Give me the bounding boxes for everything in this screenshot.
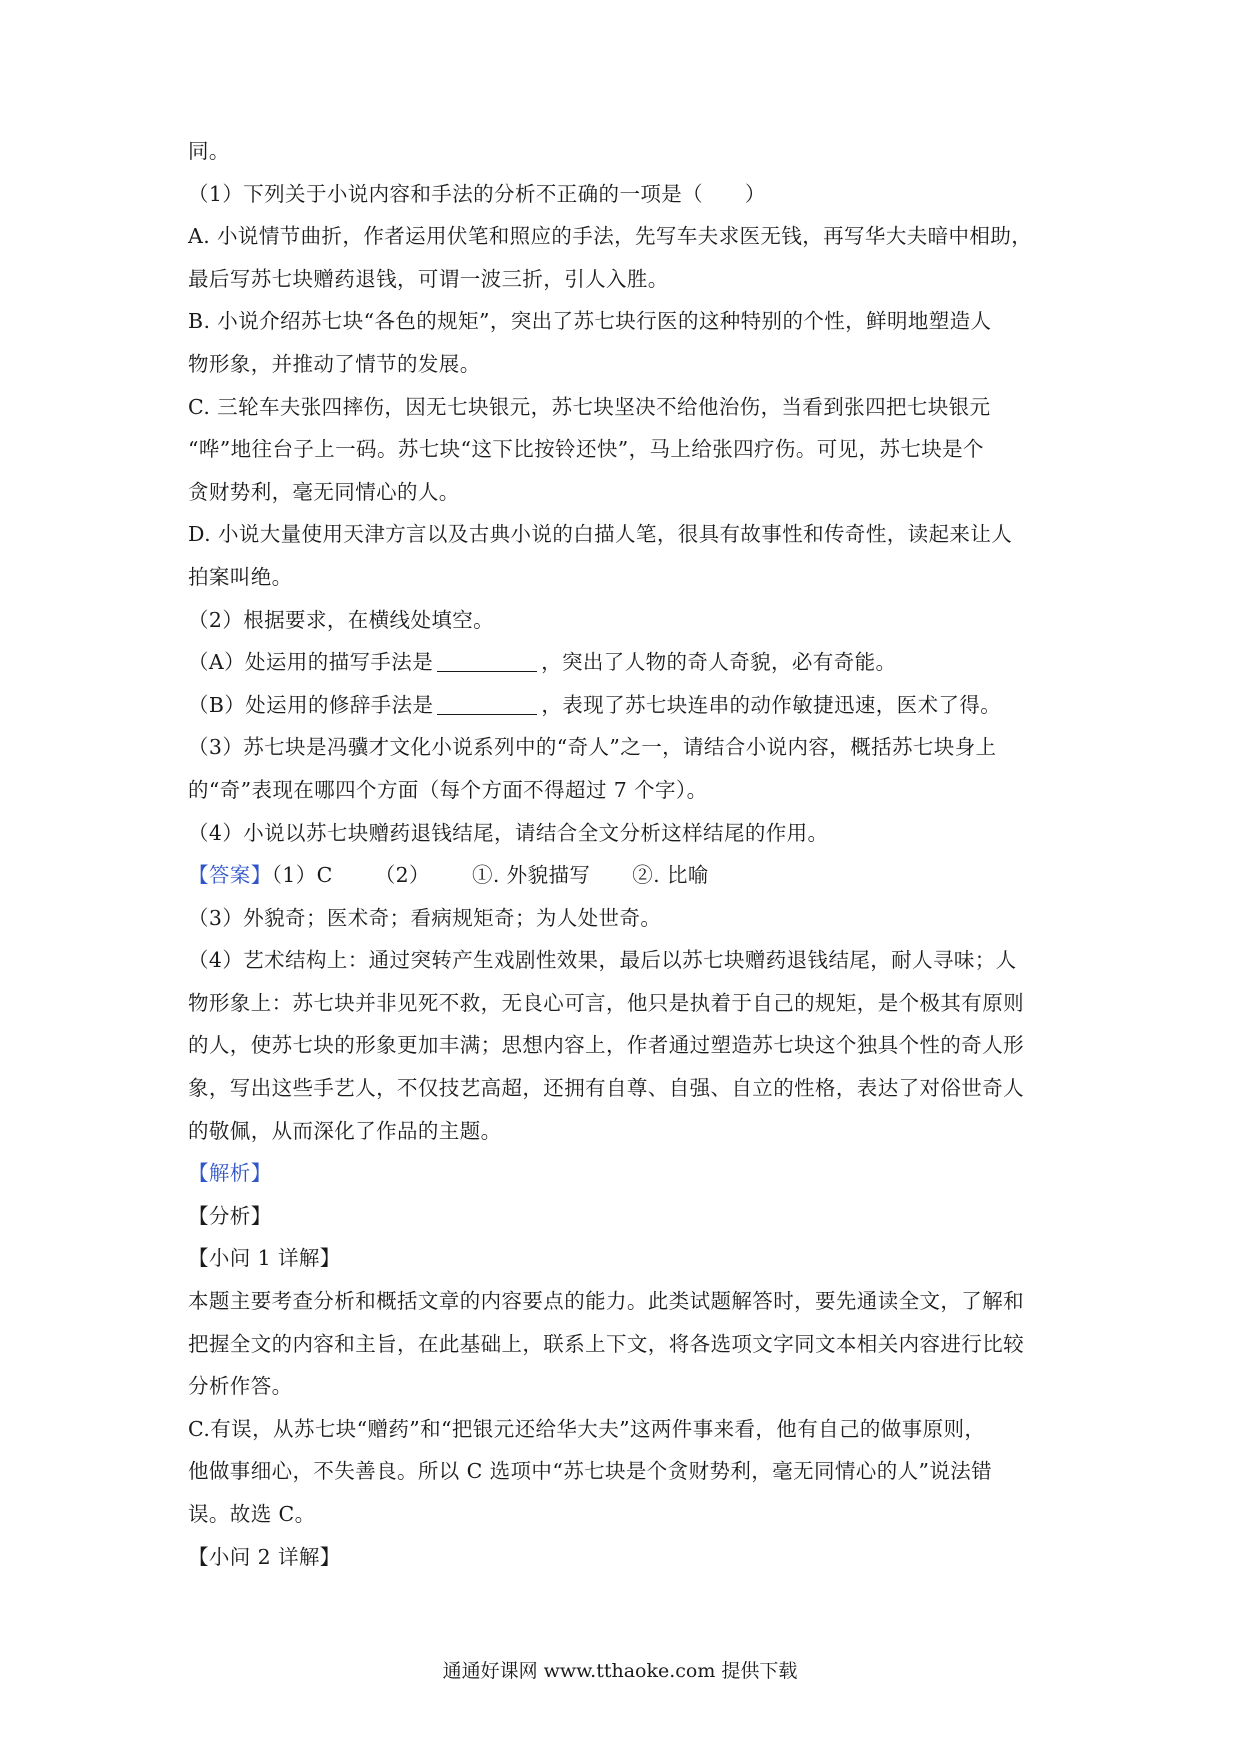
- answer-4-line-5: 的敬佩，从而深化了作品的主题。: [188, 1118, 502, 1143]
- question-3-line-1: （3）苏七块是冯骥才文化小说系列中的“奇人”之一，请结合小说内容，概括苏七块身上: [188, 735, 997, 760]
- question-1-stem: （1）下列关于小说内容和手法的分析不正确的一项是（ ）: [188, 181, 766, 206]
- option-d-line-1: D. 小说大量使用天津方言以及古典小说的白描人笔，很具有故事性和传奇性，读起来让人: [188, 522, 1013, 547]
- part-b-prefix: （B）处运用的修辞手法是: [188, 692, 434, 717]
- answer-line: [188, 854, 1058, 897]
- analysis-para-1-line-3: 分析作答。: [188, 1374, 293, 1399]
- option-a-line-2: 最后写苏七块赠药退钱，可谓一波三折，引人入胜。: [188, 266, 669, 291]
- answer-2-item-1: ①. 外貌描写: [471, 863, 591, 888]
- option-c-line-1: C. 三轮车夫张四摔伤，因无七块银元，苏七块坚决不给他治伤，当看到张四把七块银元: [188, 394, 991, 419]
- sub-question-1-heading: 【小问 1 详解】: [188, 1246, 341, 1271]
- analysis-para-1-line-1: 本题主要考查分析和概括文章的内容要点的能力。此类试题解答时，要先通读全文，了解和: [188, 1289, 1024, 1314]
- fill-blank-a: [437, 649, 537, 672]
- answer-2-label: （2）: [374, 863, 430, 888]
- analysis-para-2-line-3: 误。故选 C。: [188, 1502, 316, 1526]
- fill-blank-b: [437, 692, 537, 715]
- part-a-prefix: （A）处运用的描写手法是: [188, 650, 434, 675]
- analysis-para-2-line-2: 他做事细心，不失善良。所以 C 选项中“苏七块是个贪财势利，毫无同情心的人”说法错: [188, 1459, 993, 1484]
- question-3-line-2: 的“奇”表现在哪四个方面（每个方面不得超过 7 个字）。: [188, 777, 708, 802]
- analysis-para-1-line-2: 把握全文的内容和主旨，在此基础上，联系上下文，将各选项文字同文本相关内容进行比较: [188, 1331, 1024, 1356]
- answer-4-line-2: 物形象上：苏七块并非见死不救，无良心可言，他只是执着于自己的规矩，是个极其有原则: [188, 990, 1024, 1015]
- answer-1: （1）C: [271, 863, 333, 888]
- page-footer: 通通好课网 www.tthaoke.com 提供下载: [442, 1660, 798, 1682]
- option-a-line-1: A. 小说情节曲折，作者运用伏笔和照应的手法，先写车夫求医无钱，再写华大夫暗中相助，: [188, 224, 1033, 249]
- answer-tag: 【答案】: [188, 863, 272, 888]
- answer-2-item-2: ②. 比喻: [632, 863, 709, 888]
- document-page: [188, 130, 1058, 1578]
- question-4-stem: （4）小说以苏七块赠药退钱结尾，请结合全文分析这样结尾的作用。: [188, 820, 829, 845]
- sub-question-2-heading: 【小问 2 详解】: [188, 1544, 341, 1569]
- option-c-line-3: 贪财势利，毫无同情心的人。: [188, 479, 460, 504]
- answer-4-line-4: 象，写出这些手艺人，不仅技艺高超，还拥有自尊、自强、自立的性格，表达了对俗世奇人: [188, 1076, 1024, 1101]
- part-b-suffix: ，表现了苏七块连串的动作敏捷迅速，医术了得。: [541, 692, 1002, 717]
- analysis-para-2-line-1: C.有误，从苏七块“赠药”和“把银元还给华大夫”这两件事来看，他有自己的做事原则，: [188, 1416, 986, 1441]
- option-b-line-2: 物形象，并推动了情节的发展。: [188, 351, 481, 376]
- analysis-tag: 【解析】: [188, 1161, 272, 1186]
- part-a-suffix: ，突出了人物的奇人奇貌，必有奇能。: [541, 650, 897, 675]
- option-b-line-1: B. 小说介绍苏七块“各色的规矩”，突出了苏七块行医的这种特别的个性，鲜明地塑造人: [188, 309, 992, 334]
- answer-4-line-3: 的人，使苏七块的形象更加丰满；思想内容上，作者通过塑造苏七块这个独具个性的奇人形: [188, 1033, 1024, 1058]
- question-2-stem: （2）根据要求，在横线处填空。: [188, 607, 495, 632]
- answer-4-line-1: （4）艺术结构上：通过突转产生戏剧性效果，最后以苏七块赠药退钱结尾，耐人寻味；人: [188, 948, 1017, 973]
- question-2-part-b: [188, 684, 1058, 727]
- answer-3: （3）外貌奇；医术奇；看病规矩奇；为人处世奇。: [188, 905, 662, 930]
- option-c-line-2: “哗”地往台子上一码。苏七块“这下比按铃还快”，马上给张四疗伤。可见，苏七块是个: [188, 437, 984, 462]
- question-2-part-a: [188, 641, 1058, 684]
- fenxi-heading: 【分析】: [188, 1203, 272, 1228]
- text-line: 同。: [188, 139, 230, 163]
- option-d-line-2: 拍案叫绝。: [188, 564, 293, 589]
